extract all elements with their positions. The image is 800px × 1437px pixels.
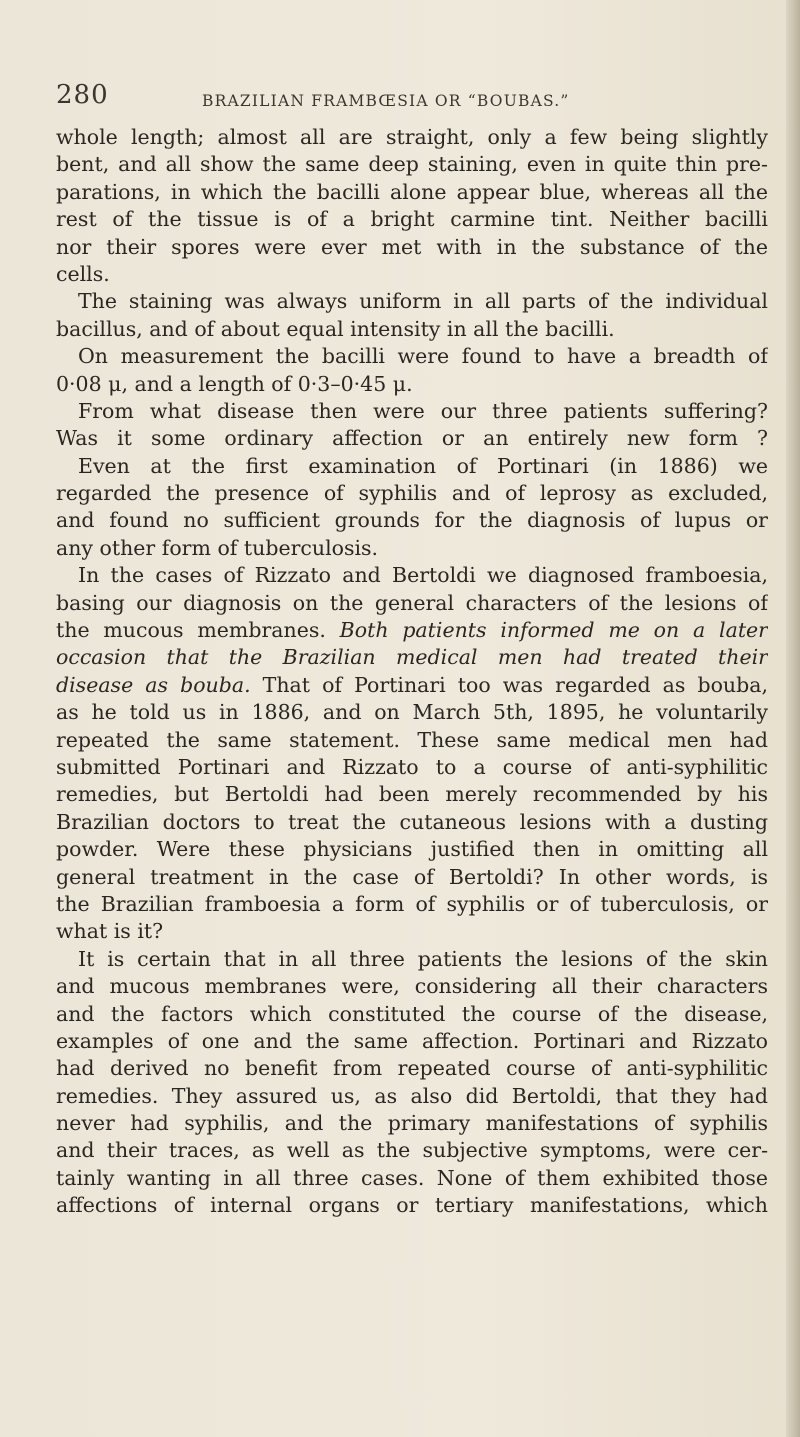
text-line xyxy=(56,973,768,1000)
line-text: never had syphilis, and the primary manifestations of syphilis xyxy=(56,1111,768,1136)
line-text: nor their spores were ever met with in the substance of the xyxy=(56,234,768,259)
text-line xyxy=(56,507,768,534)
text-line xyxy=(56,1110,768,1137)
text-line xyxy=(56,809,768,836)
line-text: tainly wanting in all three cases. None of them exhibited those xyxy=(56,1165,768,1190)
text-line xyxy=(56,151,768,178)
text-line xyxy=(56,946,768,973)
text-line xyxy=(56,891,768,918)
line-text: bent, and all show the same deep staining, even in quite thin pre- xyxy=(56,152,768,177)
text-line xyxy=(56,864,768,891)
line-text: The staining was always uniform in all parts of the individual xyxy=(78,289,768,314)
line-text: any other form of tuberculosis. xyxy=(56,535,379,560)
text-line xyxy=(56,1001,768,1028)
italic-text: disease as bouba. xyxy=(56,672,263,697)
text-line xyxy=(56,316,768,343)
text-line xyxy=(56,535,768,562)
line-text: basing our diagnosis on the general characters of the lesions of xyxy=(56,590,768,615)
italic-text: occasion that the Brazilian medical men had treated their xyxy=(56,645,768,670)
text-line xyxy=(56,261,768,288)
line-text: powder. Were these physicians justified then in omitting all xyxy=(56,837,768,862)
text-line xyxy=(56,1055,768,1082)
line-text: Brazilian doctors to treat the cutaneous lesions with a dusting xyxy=(56,809,768,834)
text-line xyxy=(56,206,768,233)
text-line xyxy=(56,480,768,507)
text-line xyxy=(56,179,768,206)
line-text: That of Portinari too was regarded as bouba, xyxy=(262,672,768,697)
line-text: From what disease then were our three patients suffering? xyxy=(78,398,768,423)
line-text: In the cases of Rizzato and Bertoldi we diagnosed framboesia, xyxy=(78,563,768,588)
line-text: submitted Portinari and Rizzato to a course of anti-syphilitic xyxy=(56,754,768,779)
text-line xyxy=(56,453,768,480)
text-line xyxy=(56,1192,768,1219)
text-line xyxy=(56,590,768,617)
text-line xyxy=(56,124,768,151)
line-text: repeated the same statement. These same medical men had xyxy=(56,727,768,752)
line-text: rest of the tissue is of a bright carmine tint. Neither bacilli xyxy=(56,207,768,232)
text-line xyxy=(56,1083,768,1110)
body-text xyxy=(56,124,768,1220)
line-text: and found no sufficient grounds for the diagnosis of lupus or xyxy=(56,508,768,533)
line-text: and mucous membranes were, considering all their characters xyxy=(56,974,768,999)
line-text: Even at the first examination of Portinari (in 1886) we xyxy=(78,453,768,478)
line-text: It is certain that in all three patients the lesions of the skin xyxy=(78,946,768,971)
text-line xyxy=(56,398,768,425)
italic-text: Both patients informed me on a later xyxy=(339,618,768,643)
line-text: remedies, but Bertoldi had been merely recommended by his xyxy=(56,782,768,807)
line-text: as he told us in 1886, and on March 5th, 1895, he voluntarily xyxy=(56,700,768,725)
text-line xyxy=(56,425,768,452)
text-line xyxy=(56,781,768,808)
text-line xyxy=(56,918,768,945)
line-text: and their traces, as well as the subjective symptoms, were cer- xyxy=(56,1138,768,1163)
line-text: Was it some ordinary affection or an entirely new form ? xyxy=(56,426,768,451)
line-text: general treatment in the case of Bertoldi? In other words, is xyxy=(56,864,768,889)
line-text: what is it? xyxy=(56,919,164,944)
text-line xyxy=(56,699,768,726)
page-number: 280 xyxy=(56,80,109,110)
line-text: On measurement the bacilli were found to have a breadth of xyxy=(78,344,768,369)
line-text: regarded the presence of syphilis and of leprosy as excluded, xyxy=(56,481,768,506)
line-text: remedies. They assured us, as also did Bertoldi, that they had xyxy=(56,1083,768,1108)
line-text: the mucous membranes. xyxy=(56,618,340,643)
text-line xyxy=(56,234,768,261)
text-line xyxy=(56,288,768,315)
page-header xyxy=(56,80,756,116)
line-text: the Brazilian framboesia a form of syphilis or of tuberculosis, or xyxy=(56,891,768,916)
text-line xyxy=(56,727,768,754)
text-line xyxy=(56,1137,768,1164)
line-text: had derived no benefit from repeated course of anti-syphilitic xyxy=(56,1056,768,1081)
running-title: BRAZILIAN FRAMBŒSIA OR “BOUBAS.” xyxy=(202,92,570,110)
text-line xyxy=(56,1165,768,1192)
text-line xyxy=(56,754,768,781)
page-edge-shadow xyxy=(786,0,800,1437)
line-text: parations, in which the bacilli alone appear blue, whereas all the xyxy=(56,179,768,204)
line-text: whole length; almost all are straight, only a few being slightly xyxy=(56,125,768,149)
text-line xyxy=(56,672,768,699)
text-line xyxy=(56,644,768,671)
line-text: examples of one and the same affection. Portinari and Rizzato xyxy=(56,1028,768,1053)
text-line xyxy=(56,562,768,589)
text-line xyxy=(56,1028,768,1055)
line-text: and the factors which constituted the course of the disease, xyxy=(56,1001,768,1026)
text-line xyxy=(56,343,768,370)
line-text: cells. xyxy=(56,261,110,286)
text-line xyxy=(56,617,768,644)
line-text: 0·08 μ, and a length of 0·3–0·45 μ. xyxy=(56,371,413,396)
line-text: affections of internal organs or tertiary manifestations, which xyxy=(56,1193,768,1218)
text-line xyxy=(56,836,768,863)
text-line xyxy=(56,371,768,398)
line-text: bacillus, and of about equal intensity in all the bacilli. xyxy=(56,316,615,341)
